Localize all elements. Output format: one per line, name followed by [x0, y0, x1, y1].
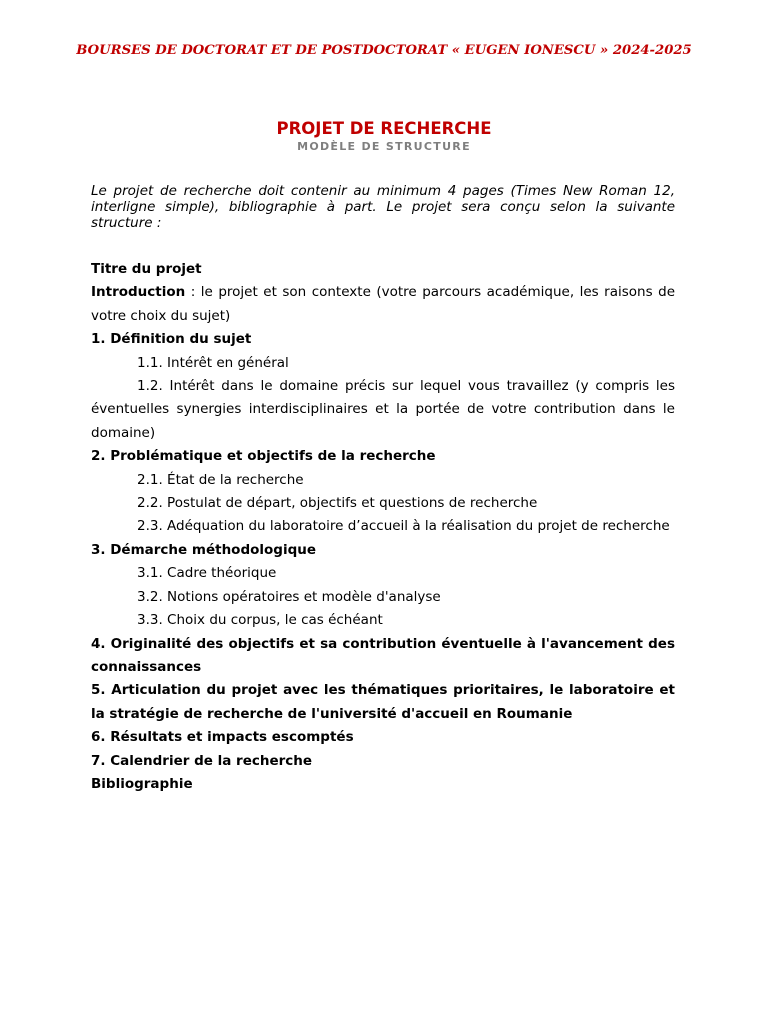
outline-section-2-2: 2.2. Postulat de départ, objectifs et questions de recherche: [137, 495, 538, 512]
outline-section-6: 6. Résultats et impacts escomptés: [91, 729, 354, 746]
outline-section-1: 1. Définition du sujet: [91, 331, 252, 348]
page-title: PROJET DE RECHERCHE: [276, 119, 492, 138]
header-banner: BOURSES DE DOCTORAT ET DE POSTDOCTORAT « EUGEN IONESCU » 2024-2025: [76, 43, 692, 58]
outline-section-3: 3. Démarche méthodologique: [91, 541, 317, 558]
outline-section-4: 4. Originalité des objectifs et sa contribution éventuelle à l'avancement des connaissances: [91, 635, 675, 675]
structure-outline: [91, 258, 675, 796]
outline-section-1-1: 1.1. Intérêt en général: [137, 354, 289, 371]
outline-introduction: [91, 281, 675, 328]
outline-project-title: Titre du projet: [91, 261, 202, 277]
outline-section-3-1: 3.1. Cadre théorique: [137, 565, 277, 582]
outline-section-2: 2. Problématique et objectifs de la recherche: [91, 448, 436, 465]
outline-section-2-1: 2.1. État de la recherche: [137, 471, 304, 488]
outline-section-2-3: 2.3. Adéquation du laboratoire d’accueil à la réalisation du projet de recherche: [137, 518, 670, 535]
outline-section-3-2: 3.2. Notions opératoires et modèle d'analyse: [137, 588, 441, 605]
introduction-label: Introduction: [91, 284, 186, 301]
outline-section-5: 5. Articulation du projet avec les thématiques prioritaires, le laboratoire et la stratégie de recherche de l'université d'accueil en Roumanie: [91, 682, 675, 722]
instructions-paragraph: Le projet de recherche doit contenir au minimum 4 pages (Times New Roman 12, interligne simple), bibliographie à part. Le projet sera conçu selon la suivante structure :: [91, 183, 675, 231]
outline-section-1-2: 1.2. Intérêt dans le domaine précis sur lequel vous travaillez (y compris les éventuelles synergies interdisciplinaires et la portée de votre contribution dans le domaine): [91, 378, 675, 441]
outline-section-3-3: 3.3. Choix du corpus, le cas échéant: [137, 612, 383, 629]
introduction-text: : le projet et son contexte (votre parcours académique, les raisons de votre choix du sujet): [91, 284, 675, 324]
outline-bibliography: Bibliographie: [91, 775, 193, 792]
outline-section-7: 7. Calendrier de la recherche: [91, 752, 313, 769]
page-subtitle: MODÈLE DE STRUCTURE: [297, 140, 471, 153]
